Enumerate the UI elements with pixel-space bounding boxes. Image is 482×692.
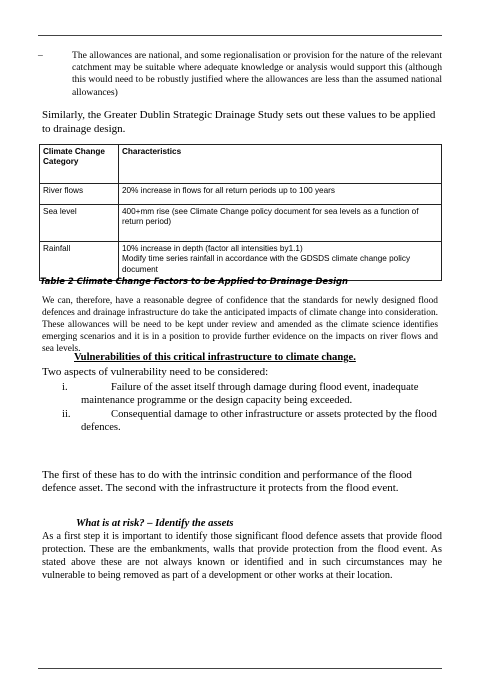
list-item (42, 381, 442, 407)
footer-rule (38, 668, 442, 669)
header-rule (38, 35, 442, 36)
vulnerabilities-intro: Two aspects of vulnerability need to be considered: (42, 366, 269, 378)
list-item-number: i. (62, 382, 68, 393)
climate-change-table (39, 144, 442, 281)
first-aspect-paragraph: The first of these has to do with the intrinsic condition and performance of the flood defence asset. The second with the infrastructure it protects from the flood event. (42, 469, 412, 495)
bullet-dash: – (38, 50, 43, 61)
intro-paragraph: Similarly, the Greater Dublin Strategic Drainage Study sets out these values to be applied to drainage design. (42, 109, 436, 135)
table-header-characteristics: Characteristics (119, 145, 442, 184)
vulnerability-list (42, 381, 442, 435)
table-cell-characteristics: 10% increase in depth (factor all intensities by1.1) Modify time series rainfall in accordance with the GDSDS climate change policy document (119, 242, 442, 281)
table-row (40, 184, 442, 205)
allowance-bullet (38, 50, 442, 99)
table-row (40, 242, 442, 281)
bullet-text: The allowances are national, and some regionalisation or provision for the nature of the relevant catchment may be suitable where adequate knowledge or analysis would support this (although this would need to be robustly justified where the allowances are less than the assumed national allowances) (72, 50, 442, 98)
table-header-category: Climate Change Category (40, 145, 119, 184)
table-cell-category: Sea level (40, 205, 119, 242)
list-item-text: Consequential damage to other infrastructure or assets protected by the flood defences. (81, 409, 437, 433)
table-caption: Table 2 Climate Change Factors to be Applied to Drainage Design (40, 276, 348, 286)
list-item-text: Failure of the asset itself through damage during flood event, inadequate maintenance programme or the design capacity being exceeded. (81, 382, 419, 406)
table-header-row (40, 145, 442, 184)
table-row (40, 205, 442, 242)
list-item-number: ii. (62, 409, 71, 420)
table-cell-category: Rainfall (40, 242, 119, 281)
risk-heading: What is at risk? – Identify the assets (76, 518, 234, 529)
confidence-paragraph: We can, therefore, have a reasonable degree of confidence that the standards for newly designed flood defences and drainage infrastructure do take the anticipated impacts of climate change into consideration. These allowances will be need to be kept under review and amended as the climate science identifies emerging scenarios and it is in a position to provide further evidence on the impacts on river flows and sea levels. (42, 296, 438, 354)
list-item (42, 408, 442, 434)
table-cell-characteristics: 20% increase in flows for all return periods up to 100 years (119, 184, 442, 205)
table-cell-characteristics: 400+mm rise (see Climate Change policy document for sea levels as a function of return period) (119, 205, 442, 242)
table-cell-category: River flows (40, 184, 119, 205)
vulnerabilities-heading: Vulnerabilities of this critical infrastructure to climate change. (74, 352, 356, 363)
risk-paragraph: As a first step it is important to identify those significant flood defence assets that provide flood protection. These are the embankments, walls that provide protection from the flood event. As stated above these are not always known or identified and in such circumstances may he vulnerable to being removed as part of a development or other works at their location. (42, 531, 442, 581)
